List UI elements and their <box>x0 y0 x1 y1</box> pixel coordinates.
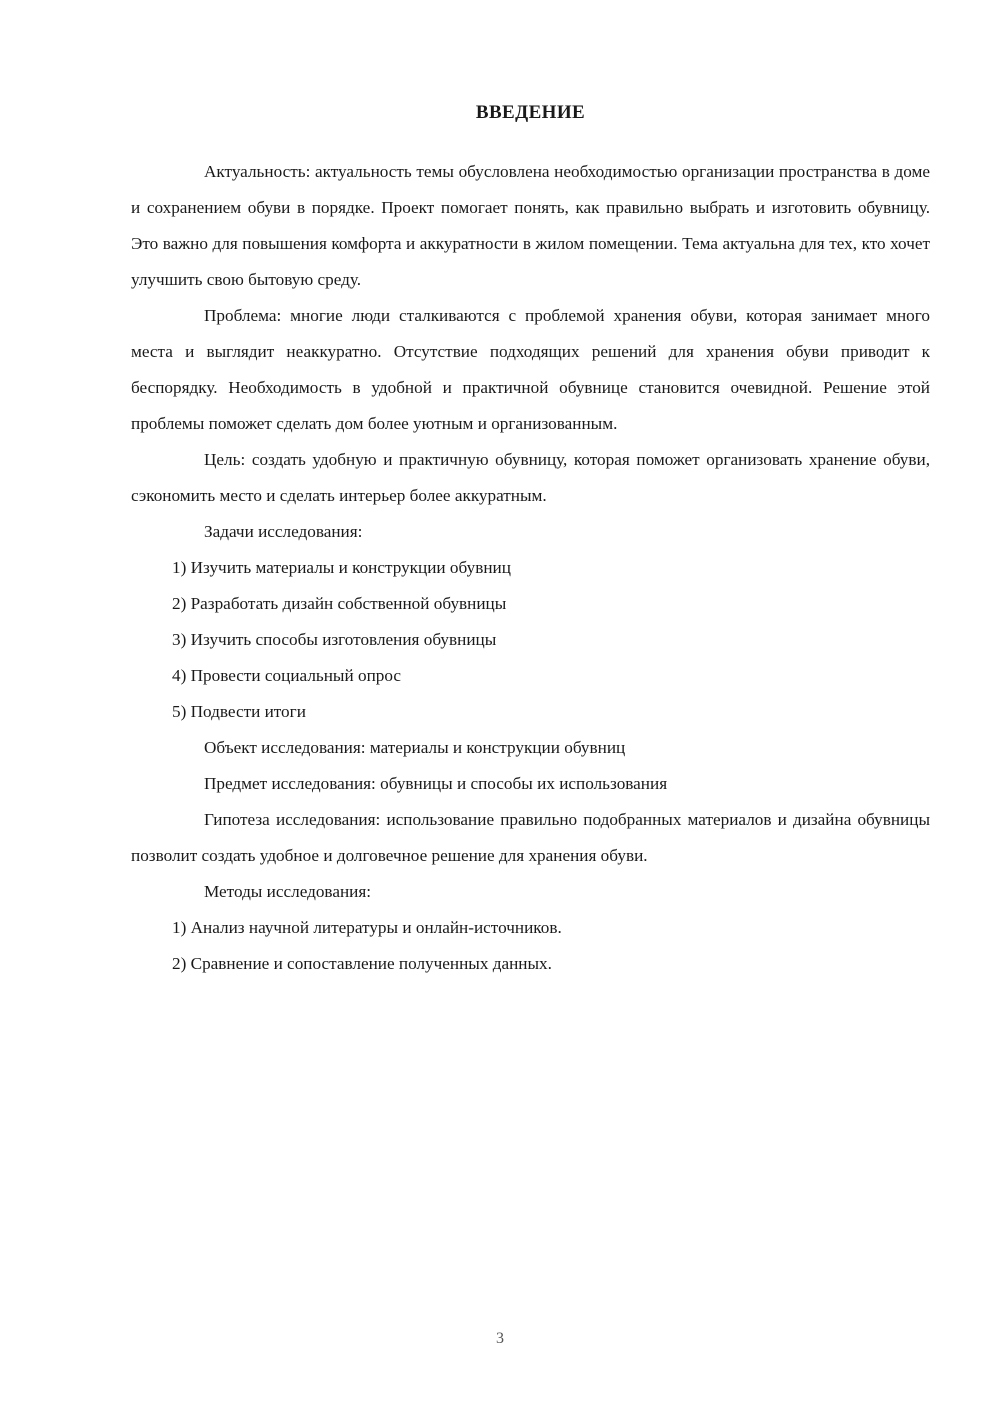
list-item: 2) Сравнение и сопоставление полученных данных. <box>172 954 552 973</box>
list-item: 5) Подвести итоги <box>172 702 306 721</box>
document-body <box>131 95 930 982</box>
heading-methods: Методы исследования: <box>204 882 372 901</box>
list-item: 1) Изучить материалы и конструкции обувниц <box>172 558 511 577</box>
page-title: ВВЕДЕНИЕ <box>475 102 586 123</box>
paragraph-relevance: Актуальность: актуальность темы обусловлена необходимостью организации пространства в доме и сохранением обуви в порядке. Проект помогает понять, как правильно выбрать и изготовить обувницу. Это важно для повышения комфорта и аккуратности в жилом помещении. Тема актуальна для тех, кто хочет улучшить свою бытовую среду. <box>131 162 930 289</box>
list-item: 2) Разработать дизайн собственной обувницы <box>172 594 507 613</box>
list-item: 3) Изучить способы изготовления обувницы <box>172 630 497 649</box>
paragraph-hypothesis: Гипотеза исследования: использование правильно подобранных материалов и дизайна обувницы позволит создать удобное и долговечное решение для хранения обуви. <box>131 810 930 865</box>
heading-tasks: Задачи исследования: <box>204 522 363 541</box>
paragraph-object: Объект исследования: материалы и конструкции обувниц <box>204 738 626 757</box>
list-item: 1) Анализ научной литературы и онлайн-источников. <box>172 918 562 937</box>
list-item: 4) Провести социальный опрос <box>172 666 402 685</box>
page-number: 3 <box>496 1330 504 1347</box>
paragraph-problem: Проблема: многие люди сталкиваются с проблемой хранения обуви, которая занимает много места и выглядит неаккуратно. Отсутствие подходящих решений для хранения обуви приводит к беспорядку. Необходимость в удобной и практичной обувнице становится очевидной. Решение этой проблемы поможет сделать дом более уютным и организованным. <box>131 306 930 433</box>
paragraph-goal: Цель: создать удобную и практичную обувницу, которая поможет организовать хранение обуви, сэкономить место и сделать интерьер более аккуратным. <box>131 450 930 505</box>
paragraph-subject: Предмет исследования: обувницы и способы их использования <box>204 774 668 793</box>
